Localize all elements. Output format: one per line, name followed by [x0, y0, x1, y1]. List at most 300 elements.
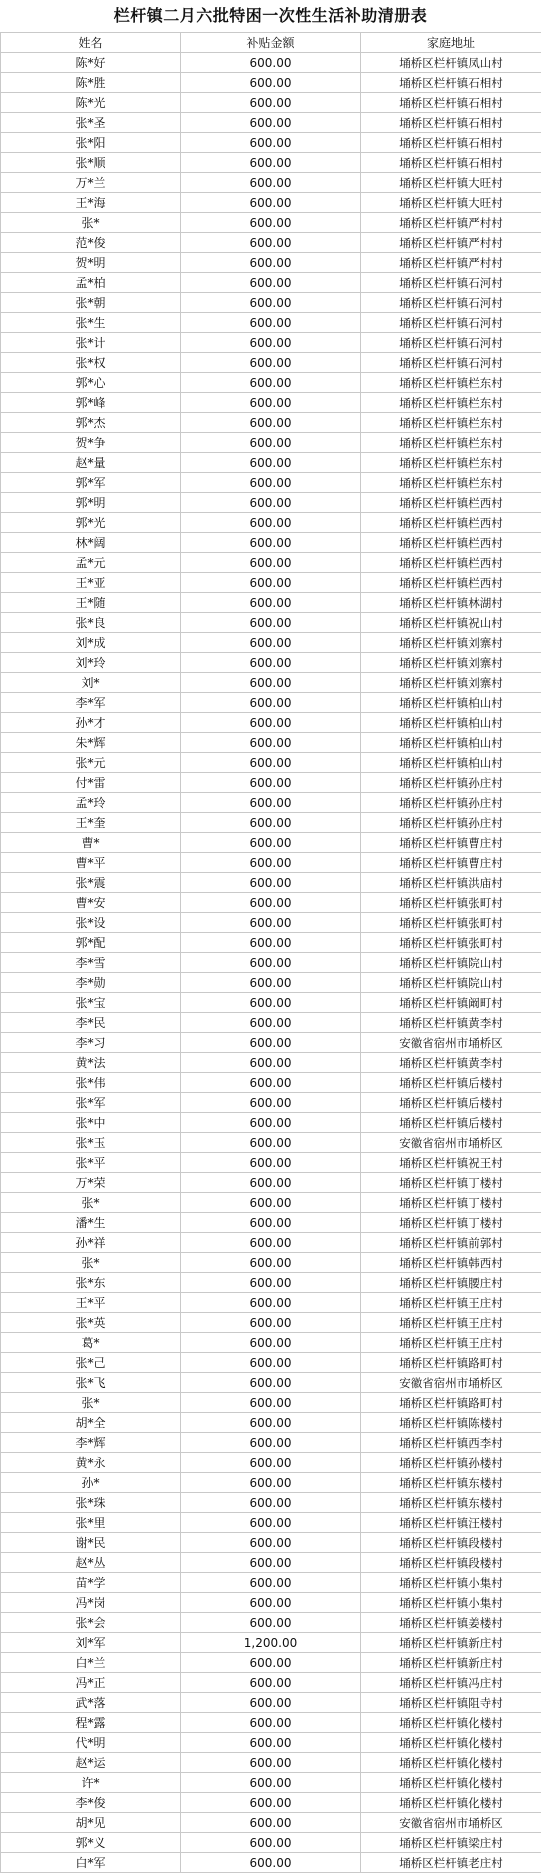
table-row	[1, 793, 541, 813]
cell-name: 万*兰	[1, 173, 181, 193]
cell-name: 赵*丛	[1, 1553, 181, 1573]
cell-name: 郭*峰	[1, 393, 181, 413]
table-row	[1, 1713, 541, 1733]
cell-address: 埇桥区栏杆镇黄李村	[361, 1013, 541, 1033]
cell-address: 埇桥区栏杆镇陈楼村	[361, 1413, 541, 1433]
cell-name: 冯*岗	[1, 1593, 181, 1613]
cell-name: 张*伟	[1, 1073, 181, 1093]
cell-name: 冯*正	[1, 1673, 181, 1693]
cell-name: 贺*争	[1, 433, 181, 453]
table-row	[1, 1613, 541, 1633]
cell-address: 埇桥区栏杆镇严村村	[361, 253, 541, 273]
cell-address: 埇桥区栏杆镇丁楼村	[361, 1173, 541, 1193]
table-row	[1, 1253, 541, 1273]
cell-amount: 600.00	[181, 1713, 361, 1733]
table-row	[1, 933, 541, 953]
cell-name: 张*计	[1, 333, 181, 353]
cell-address: 埇桥区栏杆镇丁楼村	[361, 1213, 541, 1233]
cell-amount: 600.00	[181, 1453, 361, 1473]
cell-amount: 600.00	[181, 633, 361, 653]
cell-amount: 600.00	[181, 233, 361, 253]
cell-address: 埇桥区栏杆镇张町村	[361, 933, 541, 953]
cell-amount: 600.00	[181, 1533, 361, 1553]
cell-amount: 600.00	[181, 333, 361, 353]
cell-name: 张*	[1, 1193, 181, 1213]
cell-amount: 600.00	[181, 1293, 361, 1313]
table-row	[1, 373, 541, 393]
cell-address: 埇桥区栏杆镇孙楼村	[361, 1453, 541, 1473]
cell-address: 埇桥区栏杆镇张町村	[361, 893, 541, 913]
cell-name: 张*中	[1, 1113, 181, 1133]
table-row	[1, 853, 541, 873]
cell-address: 埇桥区栏杆镇孙庄村	[361, 813, 541, 833]
cell-address: 埇桥区栏杆镇王庄村	[361, 1313, 541, 1333]
table-row	[1, 1473, 541, 1493]
cell-address: 埇桥区栏杆镇孙庄村	[361, 773, 541, 793]
cell-amount: 600.00	[181, 1013, 361, 1033]
cell-address: 埇桥区栏杆镇曹庄村	[361, 853, 541, 873]
cell-amount: 600.00	[181, 53, 361, 73]
cell-amount: 600.00	[181, 1153, 361, 1173]
cell-address: 埇桥区栏杆镇曹庄村	[361, 833, 541, 853]
table-row	[1, 1773, 541, 1793]
cell-address: 埇桥区栏杆镇石河村	[361, 353, 541, 373]
cell-address: 埇桥区栏杆镇栏东村	[361, 453, 541, 473]
cell-address: 埇桥区栏杆镇栏西村	[361, 513, 541, 533]
cell-amount: 600.00	[181, 1473, 361, 1493]
cell-name: 张*宝	[1, 993, 181, 1013]
cell-amount: 600.00	[181, 1753, 361, 1773]
cell-name: 李*习	[1, 1033, 181, 1053]
cell-name: 黄*法	[1, 1053, 181, 1073]
cell-amount: 600.00	[181, 1133, 361, 1153]
table-row	[1, 1853, 541, 1873]
cell-address: 埇桥区栏杆镇大旺村	[361, 193, 541, 213]
cell-address: 埇桥区栏杆镇石河村	[361, 293, 541, 313]
cell-amount: 600.00	[181, 673, 361, 693]
table-row	[1, 1293, 541, 1313]
cell-address: 埇桥区栏杆镇西李村	[361, 1433, 541, 1453]
cell-amount: 600.00	[181, 493, 361, 513]
cell-amount: 600.00	[181, 113, 361, 133]
cell-name: 张*震	[1, 873, 181, 893]
table-row	[1, 1673, 541, 1693]
cell-name: 许*	[1, 1773, 181, 1793]
table-row	[1, 693, 541, 713]
cell-name: 陈*光	[1, 93, 181, 113]
cell-amount: 600.00	[181, 873, 361, 893]
cell-amount: 600.00	[181, 1813, 361, 1833]
cell-amount: 600.00	[181, 1613, 361, 1633]
table-row	[1, 1813, 541, 1833]
cell-amount: 600.00	[181, 373, 361, 393]
cell-amount: 600.00	[181, 253, 361, 273]
cell-address: 埇桥区栏杆镇石相村	[361, 153, 541, 173]
cell-address: 埇桥区栏杆镇腰庄村	[361, 1273, 541, 1293]
cell-amount: 600.00	[181, 1733, 361, 1753]
cell-amount: 600.00	[181, 273, 361, 293]
cell-address: 埇桥区栏杆镇石河村	[361, 313, 541, 333]
table-row	[1, 173, 541, 193]
table-row	[1, 593, 541, 613]
table-row	[1, 233, 541, 253]
table-row	[1, 1753, 541, 1773]
cell-name: 张*	[1, 213, 181, 233]
table-row	[1, 1073, 541, 1093]
cell-address: 埇桥区栏杆镇后楼村	[361, 1113, 541, 1133]
table-row	[1, 153, 541, 173]
table-row	[1, 1333, 541, 1353]
cell-address: 埇桥区栏杆镇汪楼村	[361, 1513, 541, 1533]
cell-amount: 600.00	[181, 1273, 361, 1293]
cell-amount: 600.00	[181, 1033, 361, 1053]
cell-name: 张*设	[1, 913, 181, 933]
table-row	[1, 1513, 541, 1533]
table-row	[1, 773, 541, 793]
cell-name: 林*阔	[1, 533, 181, 553]
cell-amount: 600.00	[181, 1513, 361, 1533]
cell-name: 郭*心	[1, 373, 181, 393]
table-row	[1, 913, 541, 933]
cell-amount: 600.00	[181, 1773, 361, 1793]
cell-name: 张*朝	[1, 293, 181, 313]
table-row	[1, 1153, 541, 1173]
cell-address: 埇桥区栏杆镇栏东村	[361, 373, 541, 393]
cell-address: 埇桥区栏杆镇严村村	[361, 213, 541, 233]
cell-amount: 600.00	[181, 553, 361, 573]
cell-amount: 600.00	[181, 93, 361, 113]
table-row	[1, 873, 541, 893]
cell-name: 张*良	[1, 613, 181, 633]
cell-amount: 600.00	[181, 713, 361, 733]
cell-address: 埇桥区栏杆镇凤山村	[361, 53, 541, 73]
cell-name: 张*元	[1, 753, 181, 773]
cell-amount: 600.00	[181, 1313, 361, 1333]
table-row	[1, 1573, 541, 1593]
cell-address: 埇桥区栏杆镇路町村	[361, 1393, 541, 1413]
cell-amount: 600.00	[181, 973, 361, 993]
table-row	[1, 353, 541, 373]
table-row	[1, 733, 541, 753]
cell-name: 曹*安	[1, 893, 181, 913]
cell-address: 埇桥区栏杆镇段楼村	[361, 1533, 541, 1553]
cell-name: 武*落	[1, 1693, 181, 1713]
table-row	[1, 1453, 541, 1473]
table-row	[1, 973, 541, 993]
cell-address: 埇桥区栏杆镇石河村	[361, 273, 541, 293]
cell-name: 王*随	[1, 593, 181, 613]
cell-name: 李*雪	[1, 953, 181, 973]
cell-address: 埇桥区栏杆镇林湖村	[361, 593, 541, 613]
cell-amount: 600.00	[181, 1233, 361, 1253]
cell-amount: 600.00	[181, 293, 361, 313]
cell-address: 埇桥区栏杆镇洪庙村	[361, 873, 541, 893]
cell-address: 埇桥区栏杆镇梁庄村	[361, 1833, 541, 1853]
cell-name: 程*露	[1, 1713, 181, 1733]
cell-address: 埇桥区栏杆镇冯庄村	[361, 1673, 541, 1693]
cell-amount: 600.00	[181, 1853, 361, 1873]
table-row	[1, 673, 541, 693]
table-row	[1, 553, 541, 573]
cell-amount: 600.00	[181, 733, 361, 753]
cell-name: 张*顺	[1, 153, 181, 173]
table-row	[1, 1633, 541, 1653]
table-row	[1, 1533, 541, 1553]
cell-name: 白*军	[1, 1853, 181, 1873]
cell-amount: 600.00	[181, 953, 361, 973]
cell-address: 埇桥区栏杆镇东楼村	[361, 1473, 541, 1493]
cell-amount: 600.00	[181, 453, 361, 473]
cell-amount: 600.00	[181, 1333, 361, 1353]
table-row	[1, 1353, 541, 1373]
cell-amount: 600.00	[181, 1433, 361, 1453]
cell-amount: 600.00	[181, 593, 361, 613]
cell-amount: 600.00	[181, 1353, 361, 1373]
cell-name: 孟*元	[1, 553, 181, 573]
cell-amount: 600.00	[181, 1093, 361, 1113]
cell-amount: 600.00	[181, 413, 361, 433]
cell-name: 张*军	[1, 1093, 181, 1113]
cell-name: 朱*辉	[1, 733, 181, 753]
cell-amount: 600.00	[181, 1413, 361, 1433]
cell-name: 刘*玲	[1, 653, 181, 673]
cell-address: 埇桥区栏杆镇刘寨村	[361, 633, 541, 653]
table-row	[1, 813, 541, 833]
cell-amount: 600.00	[181, 993, 361, 1013]
cell-address: 埇桥区栏杆镇栏西村	[361, 553, 541, 573]
table-row	[1, 953, 541, 973]
cell-amount: 600.00	[181, 1213, 361, 1233]
cell-amount: 600.00	[181, 533, 361, 553]
cell-amount: 600.00	[181, 1073, 361, 1093]
table-row	[1, 1313, 541, 1333]
cell-address: 埇桥区栏杆镇黄李村	[361, 1053, 541, 1073]
cell-address: 埇桥区栏杆镇化楼村	[361, 1773, 541, 1793]
table-row	[1, 1173, 541, 1193]
cell-name: 郭*义	[1, 1833, 181, 1853]
cell-name: 张*珠	[1, 1493, 181, 1513]
cell-name: 王*奎	[1, 813, 181, 833]
cell-address: 安徽省宿州市埇桥区	[361, 1373, 541, 1393]
cell-address: 埇桥区栏杆镇新庄村	[361, 1653, 541, 1673]
cell-address: 埇桥区栏杆镇石相村	[361, 133, 541, 153]
cell-name: 张*阳	[1, 133, 181, 153]
table-row	[1, 253, 541, 273]
cell-amount: 600.00	[181, 1373, 361, 1393]
cell-amount: 600.00	[181, 473, 361, 493]
cell-name: 曹*平	[1, 853, 181, 873]
cell-address: 埇桥区栏杆镇东楼村	[361, 1493, 541, 1513]
cell-amount: 600.00	[181, 1193, 361, 1213]
cell-name: 李*辉	[1, 1433, 181, 1453]
cell-address: 埇桥区栏杆镇石相村	[361, 73, 541, 93]
cell-address: 埇桥区栏杆镇韩西村	[361, 1253, 541, 1273]
table-row	[1, 753, 541, 773]
table-row	[1, 393, 541, 413]
table-row	[1, 1013, 541, 1033]
table-row	[1, 1413, 541, 1433]
cell-address: 埇桥区栏杆镇石相村	[361, 113, 541, 133]
column-header-address: 家庭地址	[361, 33, 541, 53]
cell-name: 范*俊	[1, 233, 181, 253]
table-row	[1, 313, 541, 333]
cell-name: 张*飞	[1, 1373, 181, 1393]
cell-address: 埇桥区栏杆镇祝王村	[361, 1153, 541, 1173]
cell-address: 埇桥区栏杆镇刘寨村	[361, 673, 541, 693]
table-row	[1, 1033, 541, 1053]
cell-address: 埇桥区栏杆镇阚町村	[361, 993, 541, 1013]
cell-amount: 600.00	[181, 313, 361, 333]
cell-name: 代*明	[1, 1733, 181, 1753]
cell-address: 埇桥区栏杆镇路町村	[361, 1353, 541, 1373]
header-row	[1, 33, 541, 53]
cell-name: 刘*军	[1, 1633, 181, 1653]
table-row	[1, 573, 541, 593]
table-row	[1, 1053, 541, 1073]
cell-address: 埇桥区栏杆镇化楼村	[361, 1733, 541, 1753]
cell-amount: 600.00	[181, 1653, 361, 1673]
table-row	[1, 93, 541, 113]
cell-name: 张*东	[1, 1273, 181, 1293]
table-row	[1, 893, 541, 913]
cell-address: 埇桥区栏杆镇石相村	[361, 93, 541, 113]
cell-amount: 600.00	[181, 393, 361, 413]
cell-amount: 600.00	[181, 1113, 361, 1133]
cell-name: 张*生	[1, 313, 181, 333]
cell-amount: 600.00	[181, 853, 361, 873]
table-row	[1, 1193, 541, 1213]
cell-address: 埇桥区栏杆镇孙庄村	[361, 793, 541, 813]
cell-name: 王*亚	[1, 573, 181, 593]
cell-address: 埇桥区栏杆镇祝山村	[361, 613, 541, 633]
cell-amount: 600.00	[181, 1573, 361, 1593]
cell-name: 李*俊	[1, 1793, 181, 1813]
cell-name: 李*军	[1, 693, 181, 713]
cell-amount: 600.00	[181, 133, 361, 153]
subsidy-table	[0, 32, 541, 1873]
table-row	[1, 533, 541, 553]
cell-address: 埇桥区栏杆镇小集村	[361, 1573, 541, 1593]
cell-amount: 600.00	[181, 1673, 361, 1693]
cell-amount: 600.00	[181, 1593, 361, 1613]
cell-address: 埇桥区栏杆镇院山村	[361, 953, 541, 973]
cell-name: 潘*生	[1, 1213, 181, 1233]
cell-address: 埇桥区栏杆镇新庄村	[361, 1633, 541, 1653]
column-header-amount: 补贴金额	[181, 33, 361, 53]
cell-address: 埇桥区栏杆镇栏西村	[361, 533, 541, 553]
table-row	[1, 1653, 541, 1673]
cell-name: 张*权	[1, 353, 181, 373]
cell-address: 埇桥区栏杆镇栏东村	[361, 433, 541, 453]
table-row	[1, 633, 541, 653]
cell-name: 王*平	[1, 1293, 181, 1313]
cell-address: 埇桥区栏杆镇老庄村	[361, 1853, 541, 1873]
page-title: 栏杆镇二月六批特困一次性生活补助清册表	[113, 6, 428, 25]
cell-name: 张*玉	[1, 1133, 181, 1153]
table-row	[1, 1793, 541, 1813]
cell-address: 埇桥区栏杆镇栏西村	[361, 493, 541, 513]
cell-name: 李*勋	[1, 973, 181, 993]
cell-name: 孟*玲	[1, 793, 181, 813]
table-row	[1, 1233, 541, 1253]
cell-address: 埇桥区栏杆镇院山村	[361, 973, 541, 993]
cell-amount: 600.00	[181, 693, 361, 713]
table-row	[1, 413, 541, 433]
cell-address: 埇桥区栏杆镇严村村	[361, 233, 541, 253]
cell-address: 埇桥区栏杆镇王庄村	[361, 1333, 541, 1353]
cell-name: 刘*成	[1, 633, 181, 653]
cell-address: 埇桥区栏杆镇小集村	[361, 1593, 541, 1613]
cell-address: 安徽省宿州市埇桥区	[361, 1813, 541, 1833]
cell-address: 埇桥区栏杆镇柏山村	[361, 693, 541, 713]
cell-name: 张*	[1, 1393, 181, 1413]
table-row	[1, 1393, 541, 1413]
table-row	[1, 333, 541, 353]
cell-name: 郭*杰	[1, 413, 181, 433]
cell-amount: 600.00	[181, 913, 361, 933]
cell-name: 付*雷	[1, 773, 181, 793]
table-row	[1, 213, 541, 233]
cell-address: 埇桥区栏杆镇段楼村	[361, 1553, 541, 1573]
table-row	[1, 1273, 541, 1293]
cell-name: 刘*	[1, 673, 181, 693]
table-row	[1, 113, 541, 133]
cell-address: 安徽省宿州市埇桥区	[361, 1133, 541, 1153]
cell-amount: 600.00	[181, 773, 361, 793]
cell-amount: 600.00	[181, 1493, 361, 1513]
cell-name: 孙*祥	[1, 1233, 181, 1253]
cell-name: 谢*民	[1, 1533, 181, 1553]
table-row	[1, 53, 541, 73]
cell-name: 郭*明	[1, 493, 181, 513]
table-row	[1, 1693, 541, 1713]
cell-name: 苗*学	[1, 1573, 181, 1593]
cell-address: 埇桥区栏杆镇石河村	[361, 333, 541, 353]
cell-address: 埇桥区栏杆镇栏东村	[361, 413, 541, 433]
cell-address: 埇桥区栏杆镇丁楼村	[361, 1193, 541, 1213]
cell-amount: 600.00	[181, 213, 361, 233]
table-row	[1, 1553, 541, 1573]
cell-amount: 600.00	[181, 1053, 361, 1073]
cell-address: 埇桥区栏杆镇大旺村	[361, 173, 541, 193]
cell-amount: 600.00	[181, 1693, 361, 1713]
cell-name: 万*荣	[1, 1173, 181, 1193]
table-row	[1, 613, 541, 633]
cell-amount: 600.00	[181, 353, 361, 373]
cell-amount: 600.00	[181, 813, 361, 833]
cell-address: 埇桥区栏杆镇化楼村	[361, 1753, 541, 1773]
cell-amount: 600.00	[181, 893, 361, 913]
table-row	[1, 1213, 541, 1233]
cell-amount: 600.00	[181, 1833, 361, 1853]
table-row	[1, 1493, 541, 1513]
cell-address: 埇桥区栏杆镇后楼村	[361, 1093, 541, 1113]
cell-address: 埇桥区栏杆镇张町村	[361, 913, 541, 933]
cell-name: 张*平	[1, 1153, 181, 1173]
cell-address: 埇桥区栏杆镇后楼村	[361, 1073, 541, 1093]
cell-name: 张*会	[1, 1613, 181, 1633]
table-row	[1, 1433, 541, 1453]
table-row	[1, 453, 541, 473]
table-row	[1, 433, 541, 453]
table-row	[1, 1133, 541, 1153]
cell-name: 白*兰	[1, 1653, 181, 1673]
cell-name: 郭*配	[1, 933, 181, 953]
cell-address: 埇桥区栏杆镇柏山村	[361, 713, 541, 733]
cell-address: 埇桥区栏杆镇柏山村	[361, 733, 541, 753]
cell-name: 贺*明	[1, 253, 181, 273]
cell-amount: 600.00	[181, 833, 361, 853]
